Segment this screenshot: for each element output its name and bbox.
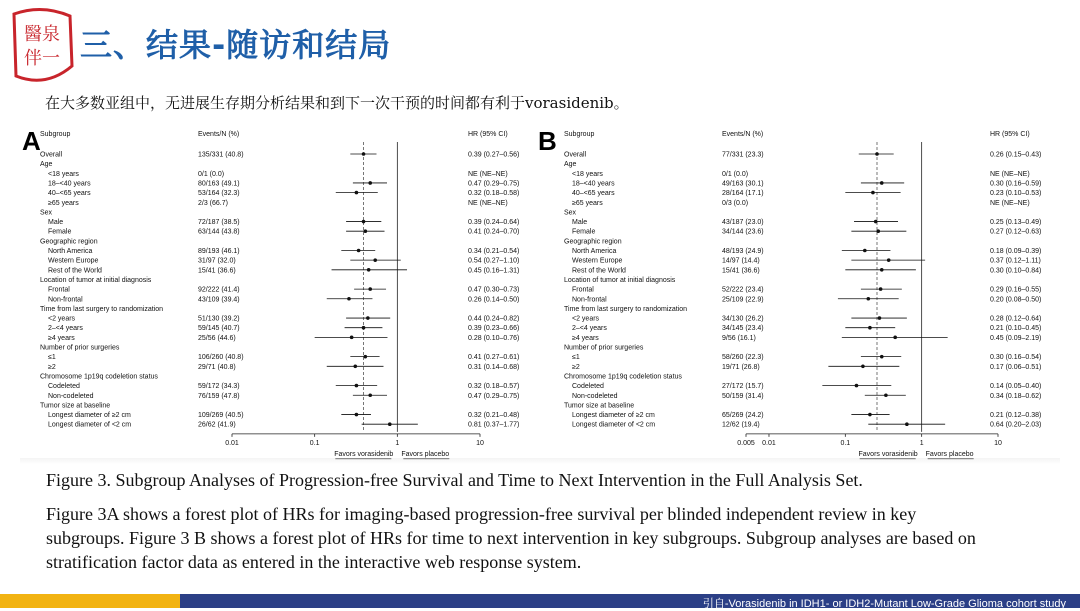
hr-value: 0.21 (0.10–0.45) [990, 325, 1042, 333]
subgroup-header: Sex [40, 209, 53, 217]
forest-plot-b-svg [538, 124, 1042, 464]
hr-value: 0.41 (0.24–0.70) [468, 228, 520, 236]
hr-value: 0.17 (0.06–0.51) [990, 363, 1042, 371]
hr-value: 0.20 (0.08–0.50) [990, 296, 1042, 304]
subgroup-label: ≥4 years [48, 334, 75, 342]
events-value: 48/193 (24.9) [722, 248, 764, 255]
logo-seal [6, 4, 78, 88]
hr-value: 0.21 (0.12–0.38) [990, 412, 1042, 420]
events-value: 29/71 (40.8) [198, 363, 236, 371]
column-header-events: Events/N (%) [722, 131, 764, 138]
events-value: 51/130 (39.2) [198, 315, 240, 323]
column-header-subgroup: Subgroup [40, 131, 71, 138]
hr-point [364, 355, 368, 359]
hr-value: NE (NE–NE) [468, 170, 508, 178]
hr-value: 0.39 (0.24–0.64) [468, 219, 520, 227]
events-value: 49/163 (30.1) [722, 180, 764, 188]
hr-value: 0.30 (0.16–0.54) [990, 354, 1042, 362]
subgroup-header: Number of prior surgeries [564, 344, 644, 352]
subgroup-label: ≥2 [48, 363, 56, 371]
hr-point [364, 229, 368, 233]
hr-value: 0.32 (0.21–0.48) [468, 412, 520, 420]
subgroup-header: Sex [564, 209, 577, 217]
hr-value: 0.39 (0.27–0.56) [468, 151, 520, 159]
hr-value: NE (NE–NE) [990, 170, 1030, 178]
hr-value: NE (NE–NE) [468, 199, 508, 207]
events-value: 63/144 (43.8) [198, 228, 240, 236]
forest-plot-b [538, 124, 1042, 464]
subgroup-label: Longest diameter of ≥2 cm [48, 412, 131, 420]
hr-value: 0.47 (0.29–0.75) [468, 392, 520, 400]
hr-point [362, 152, 366, 156]
subgroup-label: Longest diameter of ≥2 cm [572, 412, 655, 420]
hr-value: 0.45 (0.09–2.19) [990, 334, 1042, 342]
events-value: 92/222 (41.4) [198, 286, 240, 294]
subgroup-label: Frontal [48, 286, 70, 294]
events-value: 0/1 (0.0) [722, 170, 749, 178]
subgroup-label: Longest diameter of <2 cm [572, 421, 656, 429]
subgroup-header: Time from last surgery to randomization [564, 305, 688, 313]
events-value: 28/164 (17.1) [722, 190, 764, 198]
x-tick-label: 0.1 [309, 439, 320, 447]
hr-value: 0.26 (0.14–0.50) [468, 296, 520, 304]
hr-value: 0.29 (0.16–0.55) [990, 286, 1042, 294]
hr-point [357, 249, 361, 253]
subgroup-label: Non-frontal [572, 296, 607, 304]
subgroup-header: Location of tumor at initial diagnosis [40, 276, 152, 284]
hr-point [867, 297, 871, 301]
hr-point [368, 287, 372, 291]
hr-value: 0.81 (0.37–1.77) [468, 421, 520, 429]
panel-label: B [538, 126, 557, 156]
x-tick-label: 1 [919, 439, 924, 447]
events-value: 15/41 (36.6) [722, 267, 760, 275]
hr-value: 0.45 (0.16–1.31) [468, 267, 520, 275]
hr-point [878, 316, 882, 320]
subgroup-label: ≥65 years [48, 199, 79, 207]
hr-value: 0.44 (0.24–0.82) [468, 315, 520, 323]
events-value: 26/62 (41.9) [198, 421, 236, 429]
events-value: 34/130 (26.2) [722, 315, 764, 323]
column-header-subgroup: Subgroup [564, 131, 595, 138]
caption-line-2: subgroups. Figure 3 B shows a forest plot of HRs for time to next intervention in key subgroups. Subgroup analyses are based on [46, 528, 976, 548]
events-value: 58/260 (22.3) [722, 354, 764, 362]
subgroup-label: Codeleted [572, 383, 604, 391]
hr-point [875, 152, 879, 156]
events-value: 109/269 (40.5) [198, 412, 244, 420]
column-header-hr: HR (95% CI) [468, 131, 508, 138]
hr-point [868, 326, 872, 330]
events-value: 52/222 (23.4) [722, 286, 764, 294]
hr-value: 0.34 (0.21–0.54) [468, 248, 520, 255]
events-value: 31/97 (32.0) [198, 257, 236, 265]
events-value: 53/164 (32.3) [198, 190, 240, 198]
subgroup-label: Codeleted [48, 383, 80, 391]
events-value: 106/260 (40.8) [198, 354, 244, 362]
subgroup-label: ≤1 [572, 354, 580, 362]
hr-point [905, 422, 909, 426]
hr-point [367, 268, 371, 272]
hr-point [350, 336, 354, 340]
footer-citation: 引自-Vorasidenib in IDH1- or IDH2-Mutant Low-Grade Glioma cohort study [702, 598, 1066, 610]
subgroup-label: Overall [40, 151, 63, 159]
figure-caption-body [46, 502, 1080, 580]
events-value: 89/193 (46.1) [198, 248, 240, 255]
subgroup-label: 2–<4 years [48, 325, 83, 333]
subgroup-label: Non-frontal [48, 296, 83, 304]
subgroup-label: Overall [564, 151, 587, 159]
hr-value: 0.32 (0.18–0.58) [468, 190, 520, 198]
hr-value: 0.26 (0.15–0.43) [990, 151, 1042, 159]
subgroup-label: 18–<40 years [572, 180, 615, 188]
events-value: 27/172 (15.7) [722, 383, 764, 391]
subgroup-header: Tumor size at baseline [40, 402, 111, 410]
events-value: 76/159 (47.8) [198, 392, 240, 400]
favors-left-label: Favors vorasidenib [858, 450, 918, 458]
hr-point [893, 336, 897, 340]
subgroup-label: Non-codeleted [572, 392, 618, 400]
hr-value: 0.14 (0.05–0.40) [990, 383, 1042, 391]
forest-plot-a-svg [20, 124, 520, 464]
subgroup-label: Western Europe [48, 257, 99, 265]
hr-value: 0.39 (0.23–0.66) [468, 325, 520, 333]
x-tick-label: 0.1 [840, 439, 851, 447]
subgroup-label: 40–<65 years [48, 190, 91, 198]
x-tick-label: 0.005 [737, 439, 755, 447]
subgroup-label: Male [48, 219, 64, 227]
hr-value: 0.28 (0.10–0.76) [468, 334, 520, 342]
page-subtitle: 在大多数亚组中，无进展生存期分析结果和到下一次干预的时间都有利于vorasidenib。 [45, 94, 629, 112]
events-value: 0/1 (0.0) [198, 170, 225, 178]
hr-point [874, 220, 878, 224]
hr-point [880, 268, 884, 272]
events-value: 2/3 (66.7) [198, 199, 228, 207]
subgroup-header: Chromosome 1p19q codeletion status [40, 373, 158, 381]
hr-value: 0.64 (0.20–2.03) [990, 421, 1042, 429]
hr-point [368, 181, 372, 185]
hr-point [362, 220, 366, 224]
hr-value: NE (NE–NE) [990, 199, 1030, 207]
subgroup-label: 18–<40 years [48, 180, 91, 188]
subgroup-header: Number of prior surgeries [40, 344, 120, 352]
hr-value: 0.28 (0.12–0.64) [990, 315, 1042, 323]
column-header-events: Events/N (%) [198, 131, 240, 138]
subgroup-label: <2 years [48, 315, 76, 323]
events-value: 59/172 (34.3) [198, 383, 240, 391]
subgroup-header: Chromosome 1p19q codeletion status [564, 373, 682, 381]
hr-point [355, 191, 359, 195]
subgroup-header: Geographic region [564, 238, 622, 246]
subgroup-label: ≥4 years [572, 334, 599, 342]
subgroup-label: Female [572, 228, 596, 236]
subgroup-label: ≥2 [572, 363, 580, 371]
subgroup-header: Geographic region [40, 238, 98, 246]
hr-value: 0.23 (0.10–0.53) [990, 190, 1042, 198]
events-value: 43/187 (23.0) [722, 219, 764, 227]
events-value: 34/144 (23.6) [722, 228, 764, 236]
hr-point [368, 393, 372, 397]
hr-value: 0.30 (0.10–0.84) [990, 267, 1042, 275]
panel-label: A [22, 126, 41, 156]
favors-right-label: Favors placebo [401, 450, 450, 458]
subgroup-label: <2 years [572, 315, 600, 323]
events-value: 135/331 (40.8) [198, 151, 244, 159]
hr-point [887, 258, 891, 262]
hr-value: 0.37 (0.12–1.11) [990, 257, 1041, 265]
subgroup-label: North America [572, 248, 617, 255]
favors-right-label: Favors placebo [925, 450, 974, 458]
hr-value: 0.47 (0.30–0.73) [468, 286, 520, 294]
subgroup-label: Rest of the World [48, 267, 102, 275]
hr-point [355, 413, 359, 417]
footer-accent [0, 594, 180, 608]
hr-point [373, 258, 377, 262]
hr-value: 0.54 (0.27–1.10) [468, 257, 520, 265]
subgroup-label: Western Europe [572, 257, 623, 265]
subgroup-label: <18 years [48, 170, 79, 178]
x-tick-label: 10 [994, 439, 1002, 447]
subgroup-label: Non-codeleted [48, 392, 94, 400]
column-header-hr: HR (95% CI) [990, 131, 1030, 138]
caption-line-1: Figure 3A shows a forest plot of HRs for imaging-based progression-free survival per blinded independent review in key [46, 504, 917, 524]
hr-point [388, 422, 392, 426]
hr-value: 0.32 (0.18–0.57) [468, 383, 520, 391]
hr-point [863, 249, 867, 253]
events-value: 77/331 (23.3) [722, 151, 764, 159]
subgroup-header: Tumor size at baseline [564, 402, 635, 410]
hr-point [861, 365, 865, 369]
hr-value: 0.34 (0.18–0.62) [990, 392, 1042, 400]
events-value: 15/41 (36.6) [198, 267, 236, 275]
favors-left-label: Favors vorasidenib [334, 450, 394, 458]
hr-point [876, 229, 880, 233]
subgroup-label: Rest of the World [572, 267, 626, 275]
hr-point [880, 355, 884, 359]
subgroup-label: ≥65 years [572, 199, 603, 207]
subgroup-label: Female [48, 228, 72, 236]
hr-point [871, 191, 875, 195]
events-value: 0/3 (0.0) [722, 199, 749, 207]
hr-point [347, 297, 351, 301]
subgroup-header: Location of tumor at initial diagnosis [564, 276, 676, 284]
events-value: 59/145 (40.7) [198, 325, 240, 333]
hr-point [362, 326, 366, 330]
events-value: 19/71 (26.8) [722, 363, 760, 371]
subgroup-label: 40–<65 years [572, 190, 615, 198]
hr-value: 0.30 (0.16–0.59) [990, 180, 1042, 188]
svg-text:醫泉: 醫泉 [24, 24, 60, 45]
events-value: 50/159 (31.4) [722, 392, 764, 400]
subgroup-label: 2–<4 years [572, 325, 607, 333]
subgroup-label: Frontal [572, 286, 594, 294]
subgroup-label: Longest diameter of <2 cm [48, 421, 132, 429]
svg-text:伴一: 伴一 [24, 48, 60, 69]
events-value: 43/109 (39.4) [198, 296, 240, 304]
events-value: 72/187 (38.5) [198, 219, 240, 227]
x-tick-label: 0.01 [762, 439, 776, 447]
hr-point [353, 365, 357, 369]
events-value: 80/163 (49.1) [198, 180, 240, 188]
page-title: 三、结果-随访和结局 [80, 26, 392, 64]
hr-value: 0.47 (0.29–0.75) [468, 180, 520, 188]
forest-plot-a [20, 124, 520, 464]
subgroup-label: Male [572, 219, 588, 227]
hr-point [868, 413, 872, 417]
hr-point [366, 316, 370, 320]
hr-point [879, 287, 883, 291]
hr-point [884, 393, 888, 397]
events-value: 9/56 (16.1) [722, 334, 756, 342]
hr-value: 0.25 (0.13–0.49) [990, 219, 1042, 227]
events-value: 34/145 (23.4) [722, 325, 764, 333]
subgroup-label: North America [48, 248, 93, 255]
hr-point [880, 181, 884, 185]
x-tick-label: 0.01 [225, 439, 239, 447]
events-value: 65/269 (24.2) [722, 412, 764, 420]
events-value: 12/62 (19.4) [722, 421, 760, 429]
hr-value: 0.18 (0.09–0.39) [990, 248, 1042, 255]
subgroup-header: Time from last surgery to randomization [40, 305, 164, 313]
x-tick-label: 10 [476, 439, 484, 447]
caption-line-3: stratification factor data as entered in the interactive web response system. [46, 552, 582, 572]
figure-caption-title: Figure 3. Subgroup Analyses of Progression-free Survival and Time to Next Intervention in the Full Analysis Set. [46, 470, 863, 490]
events-value: 14/97 (14.4) [722, 257, 760, 265]
subgroup-header: Age [564, 161, 577, 169]
events-value: 25/56 (44.6) [198, 334, 236, 342]
subgroup-label: ≤1 [48, 354, 56, 362]
hr-point [355, 384, 359, 388]
x-tick-label: 1 [395, 439, 400, 447]
subgroup-label: <18 years [572, 170, 603, 178]
hr-value: 0.41 (0.27–0.61) [468, 354, 520, 362]
events-value: 25/109 (22.9) [722, 296, 764, 304]
hr-point [855, 384, 859, 388]
hr-value: 0.27 (0.12–0.63) [990, 228, 1042, 236]
hr-value: 0.31 (0.14–0.68) [468, 363, 520, 371]
subgroup-header: Age [40, 161, 53, 169]
